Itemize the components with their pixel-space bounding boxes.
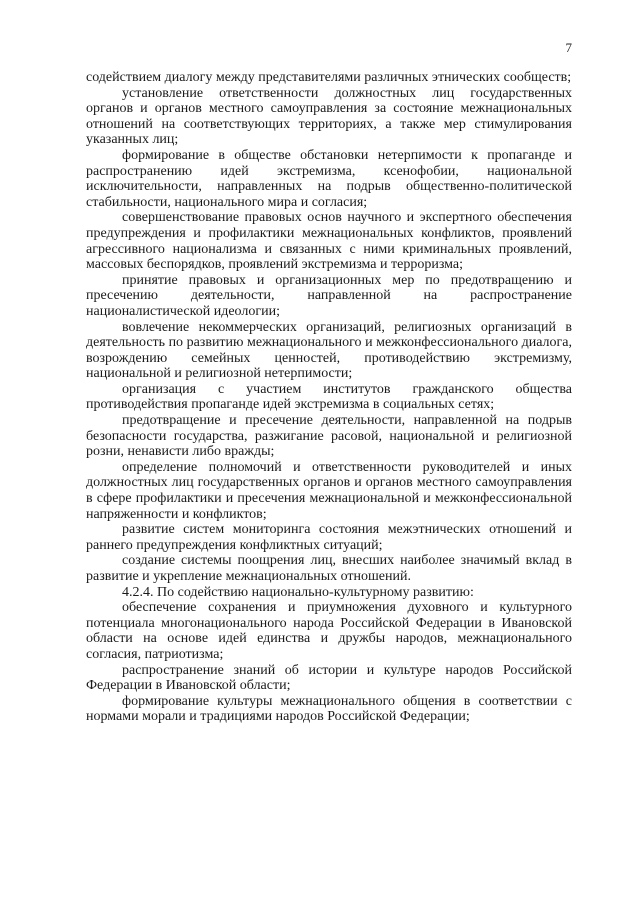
paragraph: развитие систем мониторинга состояния межэтнических отношений и раннего предупреждения конфликтных ситуаций; <box>86 522 572 553</box>
section-heading: 4.2.4. По содействию национально-культурному развитию: <box>122 584 474 600</box>
page-number: 7 <box>565 40 572 55</box>
paragraph: установление ответственности должностных лиц государственных органов и органов местного самоуправления за состояние межнациональных отношений на соответствующих территориях, а также мер стимулирования указанных лиц; <box>86 85 572 148</box>
paragraph: совершенствование правовых основ научного и экспертного обеспечения предупреждения и профилактики межнациональных конфликтов, проявлений агрессивного национализма и связанных с ними криминальных проявлений, массовых беспорядков, проявлений экстремизма и терроризма; <box>86 210 572 273</box>
paragraph: обеспечение сохранения и приумножения духовного и культурного потенциала многонационального народа Российской Федерации в Ивановской области на основе идей единства и дружбы народов, межнационального согласия, патриотизма; <box>86 600 572 662</box>
document-body <box>86 70 572 725</box>
paragraph: определение полномочий и ответственности руководителей и иных должностных лиц государственных органов и органов местного самоуправления в сфере профилактики и пресечения межнациональной и межконфессиональной напряженности и конфликтов; <box>86 459 572 522</box>
paragraph: содействием диалогу между представителями различных этнических сообществ; <box>86 70 572 85</box>
paragraph: организация с участием институтов гражданского общества противодействия пропаганде идей экстремизма в социальных сетях; <box>86 381 572 413</box>
paragraph: формирование в обществе обстановки нетерпимости к пропаганде и распространению идей экстремизма, ксенофобии, национальной исключительности, направленных на подрыв общественно-политической стабильности, национального мира и согласия; <box>86 147 572 210</box>
paragraph: распространение знаний об истории и культуре народов Российской Федерации в Ивановской области; <box>86 662 572 694</box>
paragraph: вовлечение некоммерческих организаций, религиозных организаций в деятельность по развитию межнационального и межконфессионального диалога, возрождению семейных ценностей, противодействию экстремизму, национальной и религиозной нетерпимости; <box>86 319 572 382</box>
paragraph: создание системы поощрения лиц, внесших наиболее значимый вклад в развитие и укрепление межнациональных отношений. <box>86 553 572 584</box>
paragraph: формирование культуры межнационального общения в соответствии с нормами морали и традициями народов Российской Федерации; <box>86 693 572 725</box>
paragraph: предотвращение и пресечение деятельности, направленной на подрыв безопасности государства, разжигание расовой, национальной и религиозной розни, ненависти либо вражды; <box>86 413 572 460</box>
paragraph: принятие правовых и организационных мер по предотвращению и пресечению деятельности, направленной на распространение националистической идеологии; <box>86 272 572 319</box>
